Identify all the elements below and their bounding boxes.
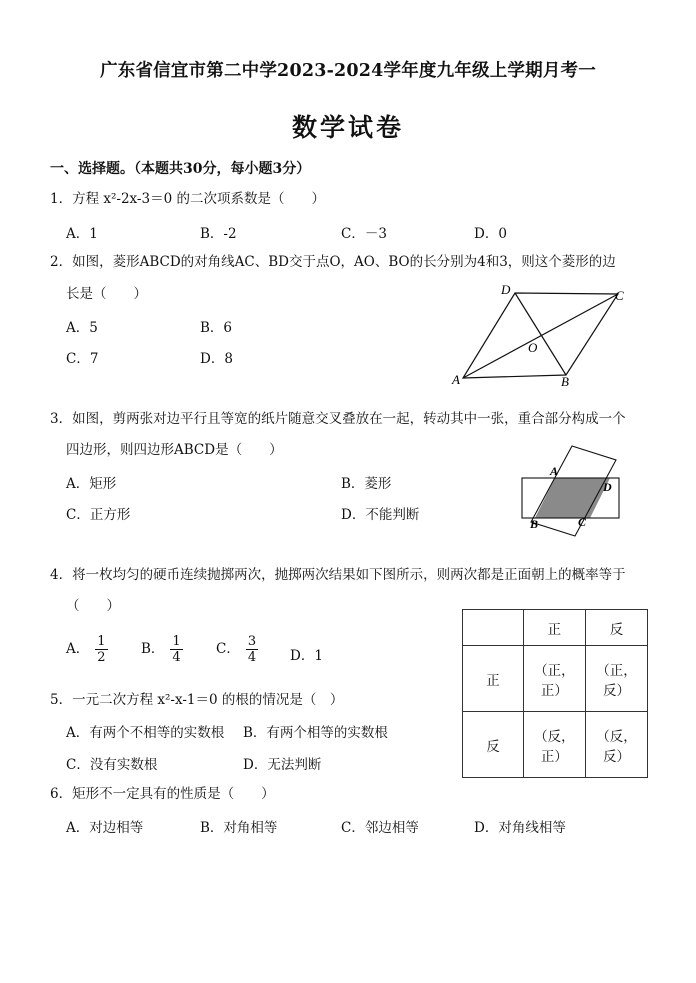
q3-option-d: D．不能判断 [341, 507, 420, 523]
q6-option-a: A．对边相等 [66, 820, 144, 836]
q5-option-a: A．有两个不相等的实数根 [66, 725, 225, 741]
cell-line: （正， [596, 662, 637, 679]
coin-outcome-table [462, 609, 648, 778]
q5-option-b: B．有两个相等的实数根 [243, 725, 388, 741]
table-row [463, 646, 648, 712]
rhombus-figure [445, 280, 635, 390]
q1-option-d: D．0 [474, 226, 507, 242]
table-header-cell: 反 [585, 610, 647, 646]
section-heading: 一、选择题。（本题共30分，每小题3分） [50, 161, 311, 177]
label-a: A [550, 464, 559, 478]
numerator: 1 [172, 634, 181, 649]
table-corner-cell [463, 610, 524, 646]
table-header-row [463, 610, 648, 646]
fraction [95, 634, 107, 665]
q3-stem-line2: 四边形，则四边形ABCD是（ ） [66, 442, 283, 458]
cell-line: （正， [534, 662, 575, 679]
q3-option-a: A．矩形 [66, 476, 117, 492]
q6-option-b: B．对角相等 [200, 820, 278, 836]
cell-line: 正） [540, 748, 568, 765]
label-d: D [501, 282, 511, 297]
q5-option-d: D．无法判断 [243, 757, 322, 773]
q1-option-b: B．-2 [200, 226, 237, 242]
cell-line: 正） [540, 682, 568, 699]
q3-stem-line1: 3．如图，剪两张对边平行且等宽的纸片随意交叉叠放在一起，转动其中一张，重合部分构成一个 [50, 411, 626, 427]
q3-option-c: C．正方形 [66, 507, 131, 523]
label-a: A [452, 372, 460, 387]
q4-option-c [216, 634, 258, 665]
q2-option-c: C．7 [66, 351, 99, 367]
q5-option-c: C．没有实数根 [66, 757, 158, 773]
q4-option-a [66, 634, 108, 665]
q6-option-c: C．邻边相等 [341, 820, 419, 836]
table-row-header: 正 [463, 646, 524, 712]
fraction [246, 634, 258, 665]
exam-subtitle: 数学试卷 [291, 113, 404, 142]
label-d: D [603, 480, 612, 494]
label-b: B [530, 517, 539, 531]
q2-stem-line1: 2．如图，菱形ABCD的对角线AC、BD交于点O，AO、BO的长分别为4和3，则这个菱形的边 [50, 254, 616, 270]
table-cell [585, 646, 647, 712]
label-b: B [561, 374, 569, 389]
q2-option-b: B．6 [200, 320, 233, 336]
label-c: C [615, 288, 624, 303]
diagonal-bd [515, 293, 566, 375]
q4-option-d: D．1 [290, 648, 323, 664]
cell-line: （反， [534, 728, 575, 745]
numerator: 3 [247, 634, 257, 649]
table-row-header: 反 [463, 712, 524, 778]
q2-option-a: A．5 [66, 320, 98, 336]
q2-stem-line2: 长是（ ） [66, 286, 147, 302]
cell-line: 反） [602, 682, 630, 699]
q4-stem-line2: （ ） [66, 598, 120, 614]
cell-line: 反） [602, 748, 630, 765]
q6-stem: 6．矩形不一定具有的性质是（ ） [50, 786, 275, 802]
q1-option-c: C．－3 [341, 226, 387, 242]
q4-option-b-label: B． [141, 641, 165, 657]
label-c: C [578, 515, 587, 529]
table-header-cell: 正 [523, 610, 585, 646]
numerator: 1 [97, 634, 106, 649]
q6-option-d: D．对角线相等 [474, 820, 566, 836]
q4-option-a-label: A． [66, 641, 90, 657]
label-o: O [528, 340, 538, 355]
q2-option-d: D．8 [200, 351, 233, 367]
q4-option-b [141, 634, 183, 665]
diagonal-ac [463, 294, 618, 378]
q4-stem-line1: 4．将一枚均匀的硬币连续抛掷两次，抛掷两次结果如下图所示，则两次都是正面朝上的概率等于 [50, 567, 626, 583]
cell-line: （反， [596, 728, 637, 745]
exam-title: 广东省信宜市第二中学2023-2024学年度九年级上学期月考一 [100, 61, 596, 81]
table-row [463, 712, 648, 778]
fraction [170, 634, 182, 665]
q3-option-b: B．菱形 [341, 476, 392, 492]
denominator: 4 [247, 650, 257, 665]
q5-stem: 5．一元二次方程 x²-x-1＝0 的根的情况是（ ） [50, 692, 344, 708]
q1-stem: 1．方程 x²-2x-3＝0 的二次项系数是（ ） [50, 191, 325, 207]
paper-strips-figure [515, 440, 625, 540]
q4-option-c-label: C． [216, 641, 240, 657]
table-cell [585, 712, 647, 778]
q1-option-a: A．1 [66, 226, 98, 242]
overlap-quadrilateral [535, 478, 610, 518]
denominator: 4 [172, 650, 181, 665]
table-cell [523, 712, 585, 778]
denominator: 2 [97, 650, 106, 665]
table-cell [523, 646, 585, 712]
